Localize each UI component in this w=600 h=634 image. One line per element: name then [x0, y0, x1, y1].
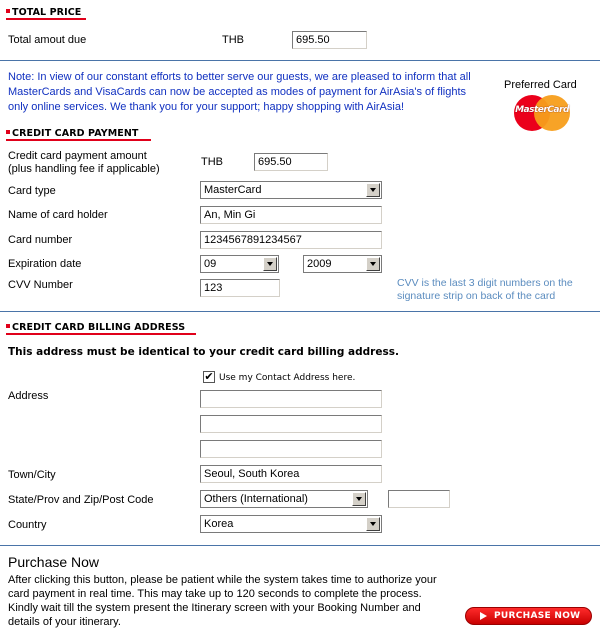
section-marker [6, 9, 10, 13]
country-value: Korea [204, 518, 234, 530]
purchase-now-button[interactable] [465, 607, 592, 625]
purchase-heading: Purchase Now [8, 554, 100, 570]
card-holder-input[interactable]: An, Min Gi [200, 206, 382, 224]
total-amount-field: 695.50 [292, 31, 367, 49]
section-underline [6, 139, 151, 141]
credit-card-heading: CREDIT CARD PAYMENT [12, 128, 139, 139]
address-line2-input[interactable] [200, 415, 382, 433]
billing-instruction: This address must be identical to your credit card billing address. [8, 346, 399, 358]
payment-note: Note: In view of our constant efforts to better serve our guests, we are pleased to inform that all MasterCards and VisaCards can now be accepted as modes of payment for AirAsia's of flights only online services. We thank you for your support; happy shopping with AirAsia! [8, 71, 471, 113]
divider [0, 60, 600, 61]
payment-amount-label-2: (plus handling fee if applicable) [8, 163, 160, 175]
play-icon [480, 612, 487, 620]
cvv-input[interactable]: 123 [200, 279, 280, 297]
payment-amount-label-1: Credit card payment amount [8, 150, 147, 162]
country-select[interactable] [200, 515, 382, 533]
divider [0, 311, 600, 312]
card-holder-label: Name of card holder [8, 209, 108, 221]
payment-amount-field: 695.50 [254, 153, 328, 171]
address-line1-input[interactable] [200, 390, 382, 408]
preferred-card-label: Preferred Card [504, 79, 577, 91]
section-marker [6, 324, 10, 328]
section-marker [6, 130, 10, 134]
chevron-down-icon[interactable] [366, 517, 380, 531]
section-underline [6, 18, 86, 20]
cvv-note: CVV is the last 3 digit numbers on the signature strip on back of the card [397, 277, 573, 302]
total-currency: THB [222, 34, 244, 46]
total-price-heading: TOTAL PRICE [12, 7, 82, 18]
expiry-month-select[interactable] [200, 255, 279, 273]
chevron-down-icon[interactable] [366, 257, 380, 271]
expiry-year-value: 2009 [307, 258, 332, 270]
mastercard-logo: MasterCard [514, 95, 570, 131]
use-contact-checkbox[interactable]: ✔ [204, 371, 214, 383]
card-type-value: MasterCard [204, 184, 262, 196]
address-line3-input[interactable] [200, 440, 382, 458]
state-value: Others (International) [204, 493, 308, 505]
total-amount-label: Total amout due [8, 34, 87, 46]
state-select[interactable] [200, 490, 368, 508]
zip-input[interactable] [388, 490, 450, 508]
state-zip-label: State/Prov and Zip/Post Code [8, 494, 154, 506]
expiry-label: Expiration date [8, 258, 82, 270]
expiry-month-value: 09 [204, 258, 217, 270]
purchase-instructions: After clicking this button, please be patient while the system takes time to authorize your card payment in real time. This may take up to 120 seconds to complete the process. Kindly wait till the system present the Itinerary screen with your Booking Number and details of your itinerary. [8, 574, 437, 628]
divider [0, 545, 600, 546]
chevron-down-icon[interactable] [366, 183, 380, 197]
purchase-now-label: PURCHASE NOW [494, 611, 581, 621]
expiry-year-select[interactable] [303, 255, 382, 273]
card-type-label: Card type [8, 185, 56, 197]
address-label: Address [8, 390, 49, 402]
chevron-down-icon[interactable] [352, 492, 366, 506]
cvv-label: CVV Number [8, 279, 73, 291]
country-label: Country [8, 519, 47, 531]
city-label: Town/City [8, 469, 56, 481]
city-input[interactable]: Seoul, South Korea [200, 465, 382, 483]
card-type-select[interactable] [200, 181, 382, 199]
billing-heading: CREDIT CARD BILLING ADDRESS [12, 322, 186, 333]
card-number-label: Card number [8, 234, 73, 246]
chevron-down-icon[interactable] [263, 257, 277, 271]
use-contact-label: Use my Contact Address here. [219, 373, 356, 383]
card-number-input[interactable]: 1234567891234567 [200, 231, 382, 249]
section-underline [6, 333, 196, 335]
payment-currency: THB [201, 156, 223, 168]
